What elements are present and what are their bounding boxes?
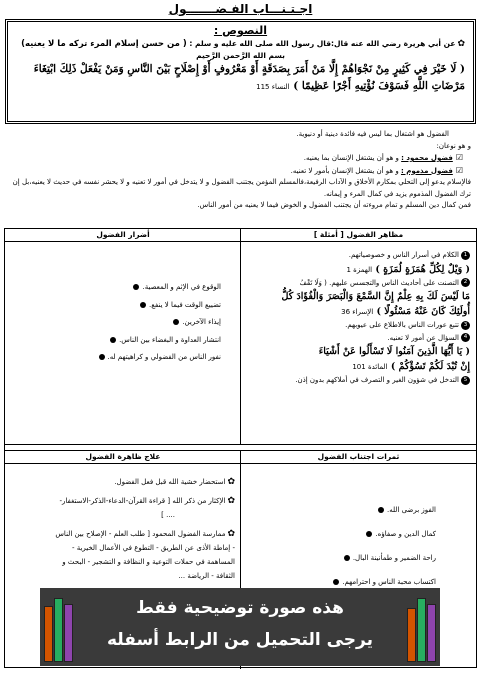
star-icon: ✿ xyxy=(457,39,465,49)
list-item: 5التدخل في شؤون الغير و التصرف في أملاكهم بدون إذن. xyxy=(247,375,470,387)
list-item: 1الكلام في أسرار الناس و خصوصياتهم. xyxy=(247,250,470,262)
list-item: - إماطة الأذى عن الطريق - التطوع في الأعمال الخيرية - xyxy=(71,544,235,552)
hadith xyxy=(16,38,465,50)
bullet-icon xyxy=(173,319,179,325)
bullet-icon xyxy=(378,507,384,513)
list-item: أُولَئِكَ كَانَ عَنْهُ مَسْئُولًا ) الإسراء 36 xyxy=(341,306,470,317)
list-item: كمال الدين و صفاؤه. xyxy=(247,528,436,540)
checkbox-icon: ☑ xyxy=(455,165,463,175)
star-icon: ✿ xyxy=(227,477,235,487)
list-item: الفوز برضى الله. xyxy=(247,504,436,516)
texts-box xyxy=(5,19,476,124)
harms-list xyxy=(5,242,241,364)
bullet-icon xyxy=(110,337,116,343)
manifestations-section xyxy=(240,229,476,444)
star-icon: ✿ xyxy=(227,496,235,506)
list-item: 4السؤال عن أمور لا تعنيه. xyxy=(247,333,470,345)
paragraph-1: فالإسلام يدعو إلى التحلي بمكارم الأخلاق و الآداب الرفيعة،فالمسلم المؤمن يجتنب الفضول و لا يتدخل في أمور لا تعنيه و لا يحشر نفسه في حديث لا يعنيه،بل إن ترك الفضول المذموم يزيد في كمال المرء و إيمانه. xyxy=(12,178,471,198)
fruits-list xyxy=(241,464,476,588)
list-item: تضييع الوقت فيما لا ينفع. xyxy=(11,300,221,312)
types-intro: و هو نوعان: xyxy=(436,141,471,150)
manifestations-list xyxy=(241,242,476,387)
list-item: 2التصنت على أحاديث الناس والتجسس عليهم. ( وَلَا تَقْفُ xyxy=(247,278,470,290)
list-item: 3تتبع عورات الناس بالاطلاع على عيوبهم. xyxy=(247,320,470,332)
type-praised xyxy=(9,152,471,165)
list-item: الوقوع في الإثم و المعصية. xyxy=(11,282,221,294)
list-item: راحة الضمير و طمأنينة البال. xyxy=(247,552,436,564)
bullet-icon xyxy=(99,354,105,360)
fruits-header: ثمرات اجتناب الفضول xyxy=(241,451,476,464)
list-item: ✿الإكثار من ذكر الله [ قراءة القرآن-الدعاء-الذكر-الاستغفار- xyxy=(59,496,235,506)
ayah-text: ( لَا خَيْرَ فِي كَثِيرٍ مِنْ نَجْوَاهُمْ إِلَّا مَنْ أَمَرَ بِصَدَقَةٍ أَوْ مَعْرُوفٍ أَوْ إِصْلَاحٍ بَيْنَ النَّاسِ وَمَنْ يَفْعَلْ ذَلِكَ ابْتِغَاءَ مَرْضَاتِ اللَّهِ فَسَوْفَ نُؤْتِيهِ أَجْرًا عَظِيمًا ) xyxy=(33,63,465,92)
number-badge: 3 xyxy=(461,321,470,330)
bullet-icon xyxy=(333,579,339,585)
treatment-header: علاج ظاهرة الفضول xyxy=(5,451,241,464)
bullet-icon xyxy=(344,555,350,561)
list-item: إِنْ تُبْدَ لَكُمْ تَسُؤْكُمْ ) المائدة 101 xyxy=(352,361,470,372)
watermark-line-2: يرجى التحميل من الرابط أسفله xyxy=(106,630,374,650)
list-item: نفور الناس من الفضولي و كراهيتهم له. xyxy=(11,352,221,364)
type-blamed xyxy=(9,165,471,178)
hadith-intro: عن أبي هريرة رضي الله عنه قال:قال رسول الله صلى الله عليه و سلم : xyxy=(189,39,456,48)
number-badge: 4 xyxy=(461,333,470,342)
list-item: المساهمة في حملات التوعية و النظافة و التشجير - البحث و xyxy=(62,558,235,566)
list-item: .... ] xyxy=(161,511,175,519)
list-item: ( يَا أَيُّهَا الَّذِينَ آمَنُوا لَا تَسْأَلُوا عَنْ أَشْيَاءَ xyxy=(318,346,470,357)
paragraph-2: فمن كمال دين المسلم و تمام مروءته أن يجتنب الفضول و الخوض فيما لا يعنيه من أمور الناس. xyxy=(197,201,471,209)
number-badge: 5 xyxy=(461,376,470,385)
page-title: اجـتـنـــاب الفـضـــــــول xyxy=(168,2,313,16)
hadith-text: ( من حسن إسلام المرء تركه ما لا يعنيه) xyxy=(21,39,187,49)
manifestations-header: مظاهر الفضول [ أمثلة ] xyxy=(241,229,476,242)
number-badge: 1 xyxy=(461,251,470,260)
list-item: ( وَيْلٌ لِكُلِّ هُمَزَةٍ لُمَزَةٍ ) الهمزة 1 xyxy=(346,263,470,275)
bullet-icon xyxy=(133,284,139,290)
list-item: مَا لَيْسَ لَكَ بِهِ عِلْمٌ إِنَّ السَّمْعَ وَالْبَصَرَ وَالْفُؤَادَ كُلُّ xyxy=(281,291,470,302)
type-blamed-text: و هو أن يشتغل الإنسان بأمور لا تعنيه. xyxy=(290,166,399,175)
texts-heading: النصوص : xyxy=(213,24,268,37)
treatment-list xyxy=(5,464,241,583)
checkbox-icon: ☑ xyxy=(455,153,463,162)
list-item: اكتساب محبة الناس و احترامهم. xyxy=(247,576,436,588)
bullet-icon xyxy=(140,302,146,308)
definition: الفضول هو اشتغال بما ليس فيه فائدة دينية أو دنيوية. xyxy=(296,130,449,138)
watermark-line-1: هذه صورة توضيحية فقط xyxy=(136,598,344,618)
preview-watermark xyxy=(40,588,440,666)
harms-section xyxy=(5,229,241,444)
list-item: انتشار العداوة و البغضاء بين الناس. xyxy=(11,335,221,347)
basmala: بسم الله الرَّحمن الرَّحيم xyxy=(196,51,285,60)
ayah xyxy=(16,61,465,96)
list-item: الثقافة - الرياضة ... xyxy=(178,572,235,580)
list-item: إيذاء الآخرين. xyxy=(11,317,221,329)
number-badge: 2 xyxy=(461,278,470,287)
star-icon: ✿ xyxy=(227,529,235,539)
harms-header: أضرار الفضول xyxy=(5,229,241,242)
list-item: ✿ممارسة الفضول المحمود [ طلب العلم - الإصلاح بين الناس xyxy=(55,529,235,539)
type-blamed-label: فضول مذموم : xyxy=(400,166,453,175)
intro-section xyxy=(9,126,471,212)
type-praised-label: فضول محمود : xyxy=(401,154,453,162)
type-praised-text: و هو أن يشتغل الإنسان بما يعنيه. xyxy=(303,154,399,162)
bullet-icon xyxy=(366,531,372,537)
list-item: ✿استحضار خشية الله قبل فعل الفضول. xyxy=(114,477,235,487)
ayah-reference: النساء 115 xyxy=(256,83,290,91)
